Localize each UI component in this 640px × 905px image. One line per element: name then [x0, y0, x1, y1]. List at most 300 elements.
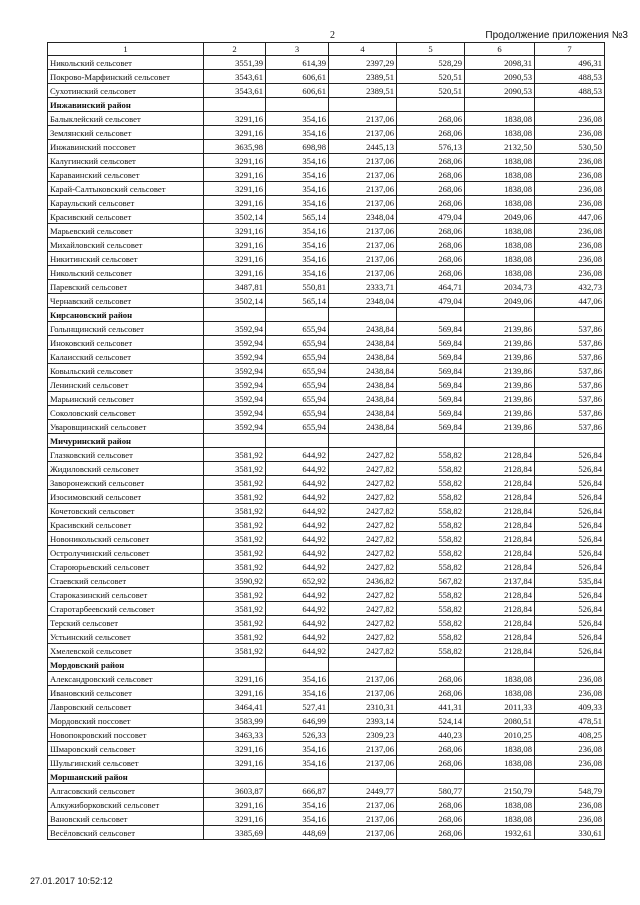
value-cell: 537,86	[535, 378, 605, 392]
value-cell: 2137,06	[329, 266, 397, 280]
table-row	[48, 630, 605, 644]
value-cell: 3291,16	[204, 672, 266, 686]
table-row	[48, 448, 605, 462]
value-cell: 2427,82	[329, 476, 397, 490]
table-row	[48, 70, 605, 84]
empty-cell	[397, 308, 465, 322]
value-cell: 558,82	[397, 588, 465, 602]
value-cell: 526,84	[535, 448, 605, 462]
value-cell: 655,94	[266, 336, 329, 350]
value-cell: 2427,82	[329, 644, 397, 658]
empty-cell	[465, 434, 535, 448]
settlement-name: Красивский сельсовет	[48, 518, 204, 532]
value-cell: 2427,82	[329, 588, 397, 602]
value-cell: 655,94	[266, 378, 329, 392]
settlement-name: Глазковский сельсовет	[48, 448, 204, 462]
value-cell: 2137,06	[329, 112, 397, 126]
value-cell: 569,84	[397, 364, 465, 378]
value-cell: 3592,94	[204, 336, 266, 350]
value-cell: 1838,08	[465, 686, 535, 700]
value-cell: 3581,92	[204, 532, 266, 546]
value-cell: 3583,99	[204, 714, 266, 728]
value-cell: 520,51	[397, 84, 465, 98]
value-cell: 268,06	[397, 112, 465, 126]
table-row	[48, 378, 605, 392]
value-cell: 354,16	[266, 266, 329, 280]
settlement-name: Алгасовский сельсовет	[48, 784, 204, 798]
value-cell: 565,14	[266, 210, 329, 224]
value-cell: 1932,61	[465, 826, 535, 840]
column-header: 5	[397, 43, 465, 56]
value-cell: 526,84	[535, 588, 605, 602]
value-cell: 2427,82	[329, 546, 397, 560]
value-cell: 644,92	[266, 448, 329, 462]
value-cell: 655,94	[266, 392, 329, 406]
empty-cell	[397, 770, 465, 784]
value-cell: 569,84	[397, 322, 465, 336]
value-cell: 655,94	[266, 322, 329, 336]
value-cell: 1838,08	[465, 672, 535, 686]
settlement-name: Калаисский сельсовет	[48, 350, 204, 364]
value-cell: 526,84	[535, 476, 605, 490]
empty-cell	[329, 434, 397, 448]
value-cell: 537,86	[535, 350, 605, 364]
value-cell: 2098,31	[465, 56, 535, 70]
value-cell: 236,08	[535, 154, 605, 168]
table-row	[48, 644, 605, 658]
value-cell: 2427,82	[329, 532, 397, 546]
value-cell: 565,14	[266, 294, 329, 308]
table-row	[48, 756, 605, 770]
value-cell: 526,84	[535, 602, 605, 616]
value-cell: 236,08	[535, 812, 605, 826]
value-cell: 3291,16	[204, 756, 266, 770]
settlement-name: Красивский сельсовет	[48, 210, 204, 224]
settlement-name: Кочетовский сельсовет	[48, 504, 204, 518]
value-cell: 3581,92	[204, 616, 266, 630]
table-row	[48, 168, 605, 182]
value-cell: 354,16	[266, 126, 329, 140]
empty-cell	[465, 308, 535, 322]
table-row	[48, 518, 605, 532]
value-cell: 354,16	[266, 672, 329, 686]
continuation-note: Продолжение приложения №3	[485, 30, 628, 41]
value-cell: 330,61	[535, 826, 605, 840]
value-cell: 576,13	[397, 140, 465, 154]
value-cell: 2397,29	[329, 56, 397, 70]
value-cell: 558,82	[397, 616, 465, 630]
value-cell: 537,86	[535, 336, 605, 350]
value-cell: 646,99	[266, 714, 329, 728]
table-row	[48, 140, 605, 154]
value-cell: 526,84	[535, 616, 605, 630]
value-cell: 409,33	[535, 700, 605, 714]
value-cell: 2080,51	[465, 714, 535, 728]
value-cell: 2137,06	[329, 756, 397, 770]
value-cell: 558,82	[397, 630, 465, 644]
value-cell: 3543,61	[204, 70, 266, 84]
settlement-name: Михайловский сельсовет	[48, 238, 204, 252]
value-cell: 644,92	[266, 532, 329, 546]
value-cell: 2128,84	[465, 630, 535, 644]
table-row	[48, 126, 605, 140]
value-cell: 644,92	[266, 518, 329, 532]
value-cell: 2137,06	[329, 126, 397, 140]
table-row	[48, 364, 605, 378]
table-row	[48, 700, 605, 714]
value-cell: 2438,84	[329, 364, 397, 378]
value-cell: 548,79	[535, 784, 605, 798]
value-cell: 666,87	[266, 784, 329, 798]
value-cell: 479,04	[397, 210, 465, 224]
column-header: 4	[329, 43, 397, 56]
table-row	[48, 210, 605, 224]
table-row	[48, 812, 605, 826]
settlement-name: Соколовский сельсовет	[48, 406, 204, 420]
value-cell: 236,08	[535, 168, 605, 182]
value-cell: 478,51	[535, 714, 605, 728]
value-cell: 558,82	[397, 546, 465, 560]
value-cell: 1838,08	[465, 182, 535, 196]
value-cell: 354,16	[266, 112, 329, 126]
table-row	[48, 294, 605, 308]
table-row	[48, 602, 605, 616]
value-cell: 441,31	[397, 700, 465, 714]
table-row	[48, 56, 605, 70]
value-cell: 569,84	[397, 336, 465, 350]
column-header: 7	[535, 43, 605, 56]
value-cell: 524,14	[397, 714, 465, 728]
value-cell: 2010,25	[465, 728, 535, 742]
value-cell: 236,08	[535, 196, 605, 210]
value-cell: 526,84	[535, 532, 605, 546]
value-cell: 3581,92	[204, 518, 266, 532]
settlement-name: Староюрьевский сельсовет	[48, 560, 204, 574]
value-cell: 2137,06	[329, 182, 397, 196]
value-cell: 3291,16	[204, 798, 266, 812]
settlement-name: Весёловский сельсовет	[48, 826, 204, 840]
value-cell: 488,53	[535, 70, 605, 84]
settlement-name: Хмелевской сельсовет	[48, 644, 204, 658]
value-cell: 569,84	[397, 378, 465, 392]
value-cell: 3385,69	[204, 826, 266, 840]
value-cell: 3291,16	[204, 224, 266, 238]
value-cell: 268,06	[397, 756, 465, 770]
value-cell: 652,92	[266, 574, 329, 588]
value-cell: 2128,84	[465, 602, 535, 616]
empty-cell	[535, 434, 605, 448]
table-row	[48, 84, 605, 98]
settlement-name: Ленинский сельсовет	[48, 378, 204, 392]
value-cell: 236,08	[535, 266, 605, 280]
value-cell: 2445,13	[329, 140, 397, 154]
value-cell: 432,73	[535, 280, 605, 294]
value-cell: 2034,73	[465, 280, 535, 294]
value-cell: 655,94	[266, 350, 329, 364]
value-cell: 2090,53	[465, 84, 535, 98]
value-cell: 236,08	[535, 238, 605, 252]
value-cell: 2128,84	[465, 462, 535, 476]
value-cell: 354,16	[266, 238, 329, 252]
settlement-name: Мордовский поссовет	[48, 714, 204, 728]
value-cell: 2011,33	[465, 700, 535, 714]
value-cell: 3581,92	[204, 560, 266, 574]
value-cell: 2427,82	[329, 504, 397, 518]
value-cell: 558,82	[397, 602, 465, 616]
value-cell: 268,06	[397, 672, 465, 686]
settlement-name: Ковыльский сельсовет	[48, 364, 204, 378]
settlement-name: Караульский сельсовет	[48, 196, 204, 210]
value-cell: 1838,08	[465, 812, 535, 826]
value-cell: 2137,84	[465, 574, 535, 588]
value-cell: 526,84	[535, 644, 605, 658]
value-cell: 3291,16	[204, 154, 266, 168]
value-cell: 569,84	[397, 420, 465, 434]
value-cell: 236,08	[535, 182, 605, 196]
settlement-name: Жидиловский сельсовет	[48, 462, 204, 476]
value-cell: 3592,94	[204, 322, 266, 336]
value-cell: 354,16	[266, 812, 329, 826]
value-cell: 3543,61	[204, 84, 266, 98]
value-cell: 2137,06	[329, 826, 397, 840]
empty-cell	[204, 658, 266, 672]
value-cell: 488,53	[535, 84, 605, 98]
value-cell: 3291,16	[204, 168, 266, 182]
empty-cell	[535, 770, 605, 784]
settlement-name: Уваровщинский сельсовет	[48, 420, 204, 434]
table-row	[48, 798, 605, 812]
value-cell: 558,82	[397, 476, 465, 490]
empty-cell	[266, 308, 329, 322]
value-cell: 3603,87	[204, 784, 266, 798]
value-cell: 2128,84	[465, 504, 535, 518]
settlement-name: Голынщинский сельсовет	[48, 322, 204, 336]
table-row	[48, 728, 605, 742]
table-row	[48, 826, 605, 840]
value-cell: 354,16	[266, 154, 329, 168]
empty-cell	[397, 434, 465, 448]
column-header: 2	[204, 43, 266, 56]
settlement-name: Вановский сельсовет	[48, 812, 204, 826]
value-cell: 558,82	[397, 448, 465, 462]
value-cell: 558,82	[397, 518, 465, 532]
table-row	[48, 112, 605, 126]
settlement-name: Ивановский сельсовет	[48, 686, 204, 700]
value-cell: 2128,84	[465, 476, 535, 490]
value-cell: 2137,06	[329, 812, 397, 826]
district-row	[48, 434, 605, 448]
value-cell: 558,82	[397, 504, 465, 518]
table-row	[48, 322, 605, 336]
value-cell: 1838,08	[465, 238, 535, 252]
value-cell: 354,16	[266, 182, 329, 196]
table-body	[48, 56, 605, 840]
table-row	[48, 350, 605, 364]
value-cell: 268,06	[397, 196, 465, 210]
value-cell: 567,82	[397, 574, 465, 588]
value-cell: 2139,86	[465, 406, 535, 420]
value-cell: 2132,50	[465, 140, 535, 154]
value-cell: 2128,84	[465, 532, 535, 546]
settlement-name: Иноковский сельсовет	[48, 336, 204, 350]
settlement-name: Шульгинский сельсовет	[48, 756, 204, 770]
settlement-name: Стаевский сельсовет	[48, 574, 204, 588]
value-cell: 698,98	[266, 140, 329, 154]
value-cell: 3502,14	[204, 210, 266, 224]
table-row	[48, 784, 605, 798]
table-row	[48, 588, 605, 602]
value-cell: 569,84	[397, 406, 465, 420]
empty-cell	[204, 770, 266, 784]
empty-cell	[204, 98, 266, 112]
value-cell: 3291,16	[204, 686, 266, 700]
empty-cell	[465, 658, 535, 672]
value-cell: 2310,31	[329, 700, 397, 714]
value-cell: 236,08	[535, 686, 605, 700]
value-cell: 3581,92	[204, 490, 266, 504]
settlement-name: Шмаровский сельсовет	[48, 742, 204, 756]
value-cell: 268,06	[397, 686, 465, 700]
value-cell: 526,84	[535, 490, 605, 504]
value-cell: 3592,94	[204, 378, 266, 392]
value-cell: 3291,16	[204, 742, 266, 756]
value-cell: 236,08	[535, 756, 605, 770]
value-cell: 526,84	[535, 560, 605, 574]
value-cell: 537,86	[535, 364, 605, 378]
value-cell: 644,92	[266, 602, 329, 616]
value-cell: 1838,08	[465, 252, 535, 266]
value-cell: 644,92	[266, 490, 329, 504]
value-cell: 3581,92	[204, 644, 266, 658]
value-cell: 464,71	[397, 280, 465, 294]
value-cell: 3581,92	[204, 546, 266, 560]
table-row	[48, 546, 605, 560]
empty-cell	[204, 308, 266, 322]
value-cell: 2348,04	[329, 294, 397, 308]
value-cell: 2333,71	[329, 280, 397, 294]
value-cell: 479,04	[397, 294, 465, 308]
district-name: Мичуринский район	[48, 434, 204, 448]
settlement-name: Балыклейский сельсовет	[48, 112, 204, 126]
value-cell: 3487,81	[204, 280, 266, 294]
value-cell: 655,94	[266, 364, 329, 378]
settlement-name: Марьинский сельсовет	[48, 392, 204, 406]
value-cell: 2427,82	[329, 602, 397, 616]
value-cell: 354,16	[266, 798, 329, 812]
table-row	[48, 280, 605, 294]
district-row	[48, 308, 605, 322]
value-cell: 3592,94	[204, 406, 266, 420]
value-cell: 2137,06	[329, 196, 397, 210]
value-cell: 2438,84	[329, 378, 397, 392]
value-cell: 558,82	[397, 644, 465, 658]
value-cell: 3581,92	[204, 448, 266, 462]
value-cell: 558,82	[397, 560, 465, 574]
value-cell: 447,06	[535, 294, 605, 308]
value-cell: 3581,92	[204, 476, 266, 490]
value-cell: 2427,82	[329, 616, 397, 630]
value-cell: 530,50	[535, 140, 605, 154]
value-cell: 537,86	[535, 392, 605, 406]
value-cell: 236,08	[535, 672, 605, 686]
value-cell: 3291,16	[204, 126, 266, 140]
value-cell: 1838,08	[465, 196, 535, 210]
value-cell: 2128,84	[465, 546, 535, 560]
value-cell: 2137,06	[329, 154, 397, 168]
value-cell: 1838,08	[465, 756, 535, 770]
value-cell: 268,06	[397, 182, 465, 196]
value-cell: 526,33	[266, 728, 329, 742]
table-row	[48, 196, 605, 210]
value-cell: 2438,84	[329, 322, 397, 336]
value-cell: 2438,84	[329, 406, 397, 420]
table-row	[48, 224, 605, 238]
value-cell: 2427,82	[329, 630, 397, 644]
settlement-name: Караваинский сельсовет	[48, 168, 204, 182]
value-cell: 354,16	[266, 168, 329, 182]
value-cell: 644,92	[266, 588, 329, 602]
settlement-name: Александровский сельсовет	[48, 672, 204, 686]
value-cell: 268,06	[397, 168, 465, 182]
settlement-name: Алкужиборковский сельсовет	[48, 798, 204, 812]
value-cell: 3635,98	[204, 140, 266, 154]
value-cell: 528,29	[397, 56, 465, 70]
value-cell: 526,84	[535, 630, 605, 644]
value-cell: 268,06	[397, 826, 465, 840]
settlement-name: Староказинский сельсовет	[48, 588, 204, 602]
value-cell: 3581,92	[204, 588, 266, 602]
value-cell: 268,06	[397, 798, 465, 812]
value-cell: 655,94	[266, 406, 329, 420]
table-row	[48, 154, 605, 168]
settlement-name: Марьевский сельсовет	[48, 224, 204, 238]
settlement-name: Инжавинский поссовет	[48, 140, 204, 154]
empty-cell	[329, 770, 397, 784]
value-cell: 3291,16	[204, 182, 266, 196]
settlement-name: Никольский сельсовет	[48, 56, 204, 70]
value-cell: 354,16	[266, 252, 329, 266]
empty-cell	[397, 98, 465, 112]
value-cell: 2449,77	[329, 784, 397, 798]
value-cell: 2139,86	[465, 322, 535, 336]
value-cell: 2137,06	[329, 672, 397, 686]
value-cell: 1838,08	[465, 126, 535, 140]
value-cell: 2139,86	[465, 336, 535, 350]
settlement-name: Старотарбеевский сельсовет	[48, 602, 204, 616]
settlement-name: Землянский сельсовет	[48, 126, 204, 140]
value-cell: 3581,92	[204, 630, 266, 644]
value-cell: 2139,86	[465, 364, 535, 378]
settlement-name: Чернавский сельсовет	[48, 294, 204, 308]
table-row	[48, 672, 605, 686]
value-cell: 3590,92	[204, 574, 266, 588]
value-cell: 268,06	[397, 238, 465, 252]
empty-cell	[266, 434, 329, 448]
district-name: Кирсановский район	[48, 308, 204, 322]
value-cell: 268,06	[397, 224, 465, 238]
settlement-name: Паревский сельсовет	[48, 280, 204, 294]
district-row	[48, 658, 605, 672]
value-cell: 354,16	[266, 686, 329, 700]
table-row	[48, 532, 605, 546]
value-cell: 2128,84	[465, 518, 535, 532]
value-cell: 440,23	[397, 728, 465, 742]
settlement-name: Никитинский сельсовет	[48, 252, 204, 266]
settlement-name: Покрово-Марфинский сельсовет	[48, 70, 204, 84]
value-cell: 236,08	[535, 224, 605, 238]
column-header: 3	[266, 43, 329, 56]
value-cell: 2137,06	[329, 238, 397, 252]
